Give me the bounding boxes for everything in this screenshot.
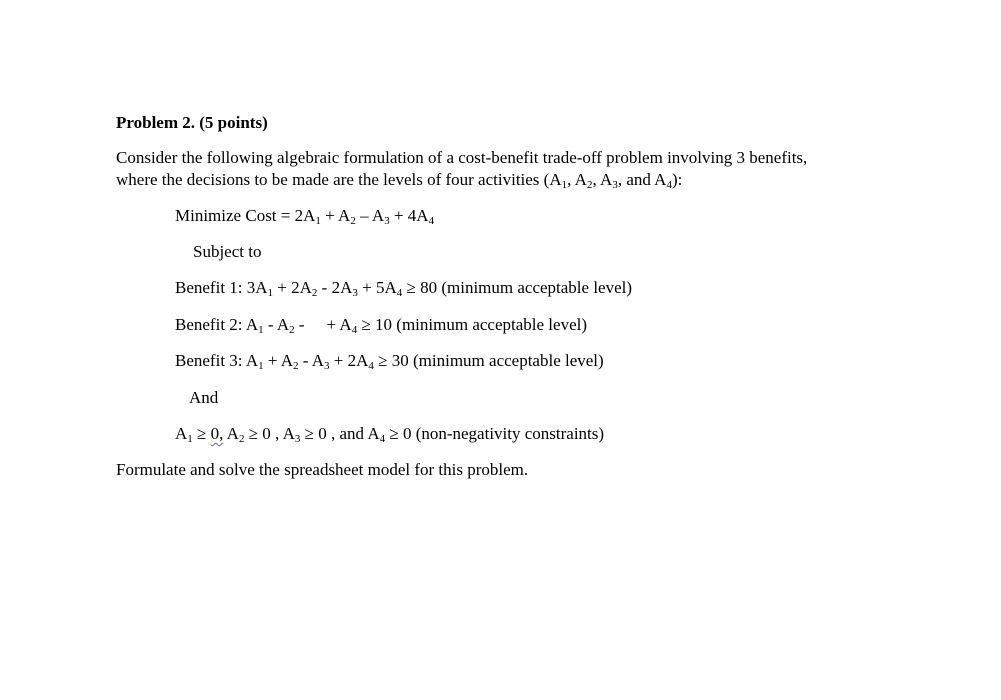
benefit-1-constraint: Benefit 1: $3A_1 + 2A_2 - 2A_3 + 5A_4 \ge 80$ (minimum acceptable level) [175, 278, 633, 299]
benefit-2-constraint: Benefit 2: $A_1 - A_2$ - + $A_4 \ge 10$ (minimum acceptable level) [175, 315, 587, 336]
intro-line-2: where the decisions to be made are the levels of four activities ($A_1$, $A_2$, $A_3$, and $A_4$): [116, 170, 683, 191]
benefit-3-constraint: Benefit 3: $A_1 + A_2 - A_3 + 2A_4 \ge 30$ (minimum acceptable level) [175, 351, 604, 372]
objective-function: Minimize Cost = $2A_1 + A_2 - A_3 + 4A_4$ [175, 206, 435, 227]
non-negativity-constraints: $A_1 \ge 0$, $A_2 \ge 0$ , $A_3 \ge 0$ , and $A_4 \ge 0$ (non-negativity constraints) [175, 424, 605, 445]
problem-title: Problem 2. (5 points) [116, 113, 268, 132]
intro-line-1: Consider the following algebraic formulation of a cost-benefit trade-off problem involving 3 benefits, [116, 148, 808, 167]
and-label: And [189, 388, 219, 407]
closing-instruction: Formulate and solve the spreadsheet model for this problem. [116, 460, 529, 479]
subject-to-label: Subject to [193, 242, 262, 261]
